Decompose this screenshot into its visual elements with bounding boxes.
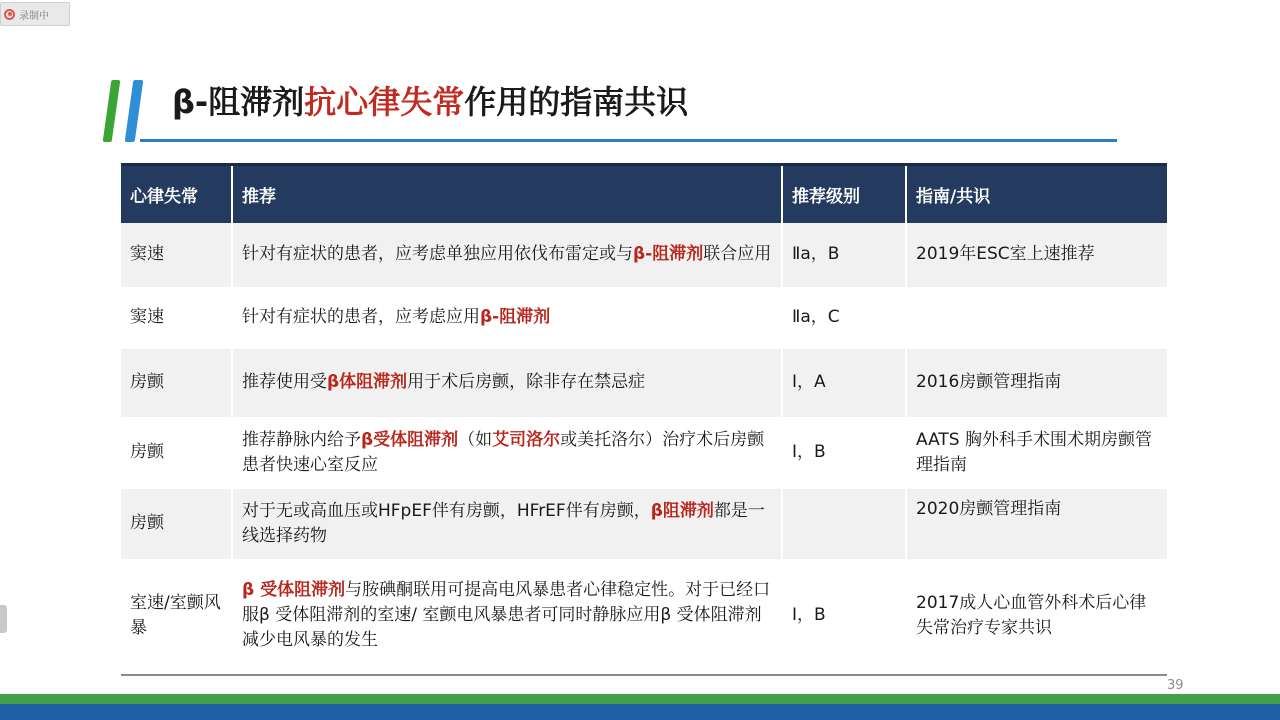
highlighted-drug-text: 艾司洛尔 [492,429,561,450]
recommendation-text: 针对有症状的患者，应考虑应用 [242,307,480,327]
cell-recommendation [232,349,782,417]
table-row [121,417,1167,489]
recommendation-text: （如 [458,429,493,450]
table-row [121,489,1167,559]
side-drawer-handle[interactable] [0,605,7,633]
recommendation-text: 对于无或高血压或HFpEF伴有房颤，HFrEF伴有房颤， [242,500,651,521]
highlighted-drug-text: β-阻滞剂 [480,307,551,327]
cell-guideline: 2019年ESC室上速推荐 [906,223,1167,287]
cell-level: Ⅰ，A [782,349,906,417]
header-recommendation: 推荐 [232,165,782,223]
cell-guideline: AATS 胸外科手术围术期房颤管理指南 [906,417,1167,489]
recommendation-text: 针对有症状的患者，应考虑单独应用依伐布雷定或与 [242,244,633,264]
title-accent-green-bar [103,80,121,142]
record-icon [4,9,15,20]
highlighted-drug-text: β受体阻滞剂 [361,429,459,450]
footer-green-band [0,694,1280,704]
highlighted-drug-text: β体阻滞剂 [327,372,408,392]
recording-label: 录制中 [19,10,49,22]
cell-level: Ⅱa，C [782,287,906,349]
title-accent-blue-bar [125,80,144,142]
recommendation-text: 联合应用 [703,244,772,264]
cell-recommendation [232,417,782,489]
cell-arrhythmia: 室速/室颤风暴 [121,559,232,673]
recommendation-text: 用于术后房颤，除非存在禁忌症 [407,372,646,392]
slide-title [172,80,688,124]
title-part1: β-阻滞剂 [172,83,305,121]
cell-level: Ⅱa，B [782,223,906,287]
guideline-table [121,163,1167,673]
cell-guideline: 2020房颤管理指南 [906,489,1167,559]
title-part2: 作用的指南共识 [464,83,689,121]
recommendation-text: 推荐使用受 [242,372,327,392]
table-row [121,223,1167,287]
title-underline [140,139,1117,142]
table-header-row [121,165,1167,223]
cell-arrhythmia: 房颤 [121,417,232,489]
cell-recommendation [232,223,782,287]
cell-guideline [906,287,1167,349]
recommendation-text: 都是一线选择药物 [242,500,765,546]
table-row [121,559,1167,673]
recording-indicator[interactable] [0,2,70,26]
table-row [121,287,1167,349]
footer-blue-band [0,704,1280,720]
header-arrhythmia: 心律失常 [121,165,232,223]
cell-arrhythmia: 房颤 [121,349,232,417]
page-number: 39 [1167,678,1184,693]
cell-guideline: 2017成人心血管外科术后心律失常治疗专家共识 [906,559,1167,673]
cell-guideline: 2016房颤管理指南 [906,349,1167,417]
cell-arrhythmia: 窦速 [121,287,232,349]
cell-level: Ⅰ，B [782,417,906,489]
cell-recommendation [232,489,782,559]
header-level: 推荐级别 [782,165,906,223]
highlighted-drug-text: β 受体阻滞剂 [242,580,346,600]
cell-arrhythmia: 窦速 [121,223,232,287]
recommendation-text: 与胺碘酮联用可提高电风暴患者心律稳定性。对于已经口服β 受体阻滞剂的室速/ 室颤电风暴患者可同时静脉应用β 受体阻滞剂减少电风暴的发生 [242,580,771,650]
highlighted-drug-text: β阻滞剂 [650,500,714,521]
cell-recommendation [232,559,782,673]
bottom-divider [121,674,1167,676]
header-guideline: 指南/共识 [906,165,1167,223]
title-highlight: 抗心律失常 [304,83,465,121]
highlighted-drug-text: β-阻滞剂 [633,244,704,264]
cell-recommendation [232,287,782,349]
cell-level [782,489,906,559]
cell-arrhythmia: 房颤 [121,489,232,559]
cell-level: Ⅰ，B [782,559,906,673]
recommendation-text: 或美托洛尔）治疗术后房颤患者快速心室反应 [242,429,765,475]
recommendation-text: 推荐静脉内给予 [242,429,361,450]
table-row [121,349,1167,417]
